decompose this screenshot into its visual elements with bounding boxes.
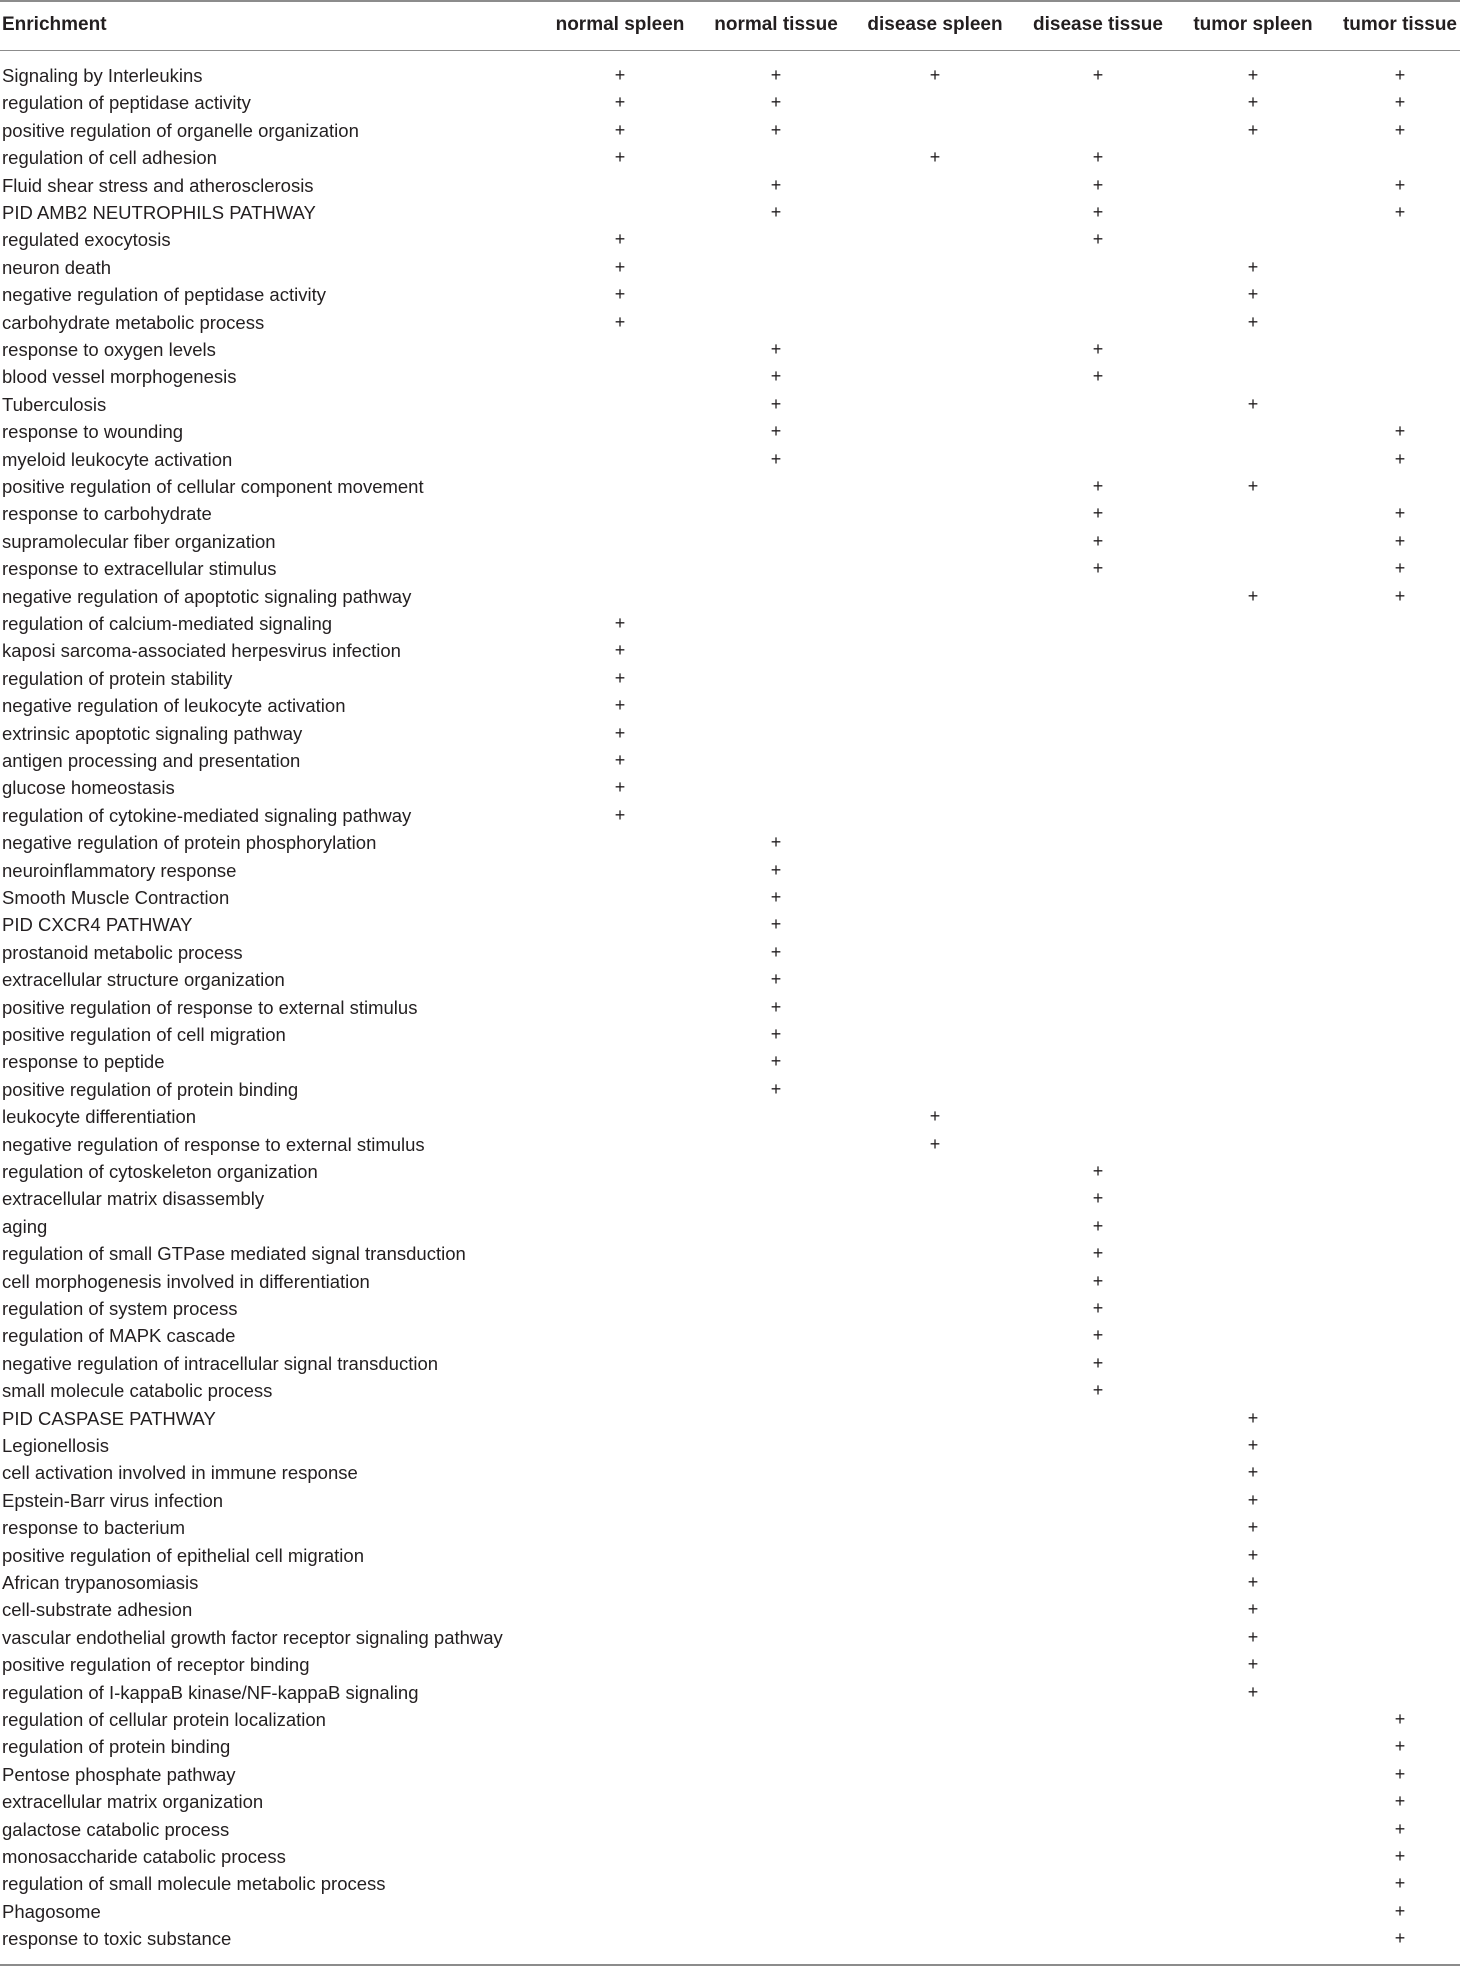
table-row <box>0 309 1460 336</box>
plus-mark: + <box>770 202 782 222</box>
enrichment-term: extrinsic apoptotic signaling pathway <box>2 722 303 744</box>
table-row <box>0 665 1460 692</box>
plus-mark: + <box>1247 1544 1259 1565</box>
plus-mark: + <box>1247 1626 1259 1647</box>
table-row <box>0 1459 1460 1486</box>
plus-mark: + <box>1092 1270 1104 1291</box>
plus-mark: + <box>614 119 626 140</box>
enrichment-term: blood vessel morphogenesis <box>2 366 237 388</box>
table-row <box>0 1651 1460 1678</box>
table-row <box>0 610 1460 637</box>
table-row <box>0 1185 1460 1212</box>
enrichment-term: prostanoid metabolic process <box>2 941 243 963</box>
table-row <box>0 1240 1460 1267</box>
plus-mark: + <box>614 147 626 168</box>
enrichment-term: PID CXCR4 PATHWAY <box>2 914 193 936</box>
table-row <box>0 117 1460 144</box>
table-row <box>0 1514 1460 1541</box>
plus-mark: + <box>1247 1517 1259 1538</box>
plus-mark: + <box>770 941 782 962</box>
plus-mark: + <box>770 339 782 359</box>
enrichment-term: response to wounding <box>2 421 184 443</box>
table-row <box>0 1898 1460 1925</box>
plus-mark: + <box>1092 1161 1104 1181</box>
plus-mark: + <box>770 887 782 907</box>
table-row <box>0 1706 1460 1733</box>
plus-mark: + <box>614 65 626 85</box>
enrichment-term: regulation of cytoskeleton organization <box>2 1161 318 1182</box>
enrichment-term: Legionellosis <box>2 1435 109 1456</box>
enrichment-term: neuroinflammatory response <box>2 859 237 881</box>
enrichment-term: negative regulation of apoptotic signaling pathway <box>2 585 412 607</box>
plus-mark: + <box>1092 503 1104 524</box>
header-rule <box>0 50 1460 51</box>
header-tumor-spleen: tumor spleen <box>1193 14 1313 35</box>
plus-mark: + <box>1394 1763 1406 1784</box>
plus-mark: + <box>614 311 626 332</box>
enrichment-term: positive regulation of protein binding <box>2 1078 299 1100</box>
table-row <box>0 1322 1460 1349</box>
table-row <box>0 281 1460 308</box>
enrichment-term: negative regulation of intracellular signal transduction <box>2 1352 439 1374</box>
plus-mark: + <box>770 1051 782 1072</box>
plus-mark: + <box>1092 202 1104 222</box>
plus-mark: + <box>1247 256 1259 277</box>
table-row <box>0 802 1460 829</box>
plus-mark: + <box>770 859 782 880</box>
plus-mark: + <box>1247 1462 1259 1483</box>
plus-mark: + <box>1092 1298 1104 1318</box>
enrichment-term: response to toxic substance <box>2 1928 232 1950</box>
enrichment-term: cell-substrate adhesion <box>2 1599 193 1621</box>
table-row <box>0 1624 1460 1651</box>
enrichment-term: Phagosome <box>2 1900 101 1922</box>
plus-mark: + <box>770 832 782 853</box>
plus-mark: + <box>770 119 782 140</box>
table-row <box>0 226 1460 253</box>
header-disease-tissue: disease tissue <box>1033 14 1163 35</box>
table-row <box>0 1761 1460 1788</box>
plus-mark: + <box>770 1024 782 1044</box>
table-row <box>0 884 1460 911</box>
enrichment-term: Tuberculosis <box>2 393 107 415</box>
plus-mark: + <box>1092 530 1104 551</box>
enrichment-term: carbohydrate metabolic process <box>2 311 265 333</box>
header-normal-spleen: normal spleen <box>555 14 685 35</box>
table-row <box>0 144 1460 171</box>
plus-mark: + <box>614 695 626 716</box>
enrichment-term: regulation of protein binding <box>2 1736 231 1758</box>
table-row <box>0 1569 1460 1596</box>
enrichment-term: regulation of system process <box>2 1298 238 1319</box>
table-row <box>0 446 1460 473</box>
plus-mark: + <box>614 229 626 250</box>
enrichment-term: PID CASPASE PATHWAY <box>2 1407 216 1429</box>
enrichment-term: Fluid shear stress and atherosclerosis <box>2 174 314 196</box>
plus-mark: + <box>1247 1435 1259 1455</box>
table-row <box>0 1816 1460 1843</box>
table-row <box>0 637 1460 664</box>
table-row <box>0 692 1460 719</box>
enrichment-term: positive regulation of cell migration <box>2 1024 286 1045</box>
plus-mark: + <box>1092 1380 1104 1401</box>
table-row <box>0 1487 1460 1514</box>
enrichment-term: Signaling by Interleukins <box>2 65 203 86</box>
plus-mark: + <box>1394 1873 1406 1894</box>
table-row <box>0 336 1460 363</box>
plus-mark: + <box>1092 174 1104 195</box>
enrichment-term: galactose catabolic process <box>2 1818 230 1840</box>
plus-mark: + <box>1247 585 1259 606</box>
plus-mark: + <box>614 777 626 798</box>
plus-mark: + <box>1394 174 1406 195</box>
table-row <box>0 1103 1460 1130</box>
enrichment-term: extracellular structure organization <box>2 969 285 991</box>
enrichment-term: regulation of small molecule metabolic process <box>2 1873 386 1895</box>
plus-mark: + <box>1247 1489 1259 1510</box>
plus-mark: + <box>770 174 782 195</box>
enrichment-term: response to carbohydrate <box>2 503 212 525</box>
plus-mark: + <box>1394 1900 1406 1921</box>
plus-mark: + <box>1247 92 1259 113</box>
table-row <box>0 528 1460 555</box>
plus-mark: + <box>1394 1818 1406 1839</box>
plus-mark: + <box>929 147 941 168</box>
plus-mark: + <box>1092 147 1104 168</box>
plus-mark: + <box>1092 339 1104 359</box>
enrichment-term: response to peptide <box>2 1051 165 1073</box>
plus-mark: + <box>929 1133 941 1154</box>
table-row <box>0 1158 1460 1185</box>
enrichment-term: negative regulation of leukocyte activation <box>2 695 346 717</box>
plus-mark: + <box>1394 1791 1406 1812</box>
plus-mark: + <box>1092 229 1104 250</box>
plus-mark: + <box>770 969 782 990</box>
plus-mark: + <box>1247 393 1259 414</box>
table-row <box>0 1377 1460 1404</box>
enrichment-term: Smooth Muscle Contraction <box>2 887 230 908</box>
plus-mark: + <box>1092 65 1104 85</box>
table-row <box>0 1131 1460 1158</box>
table-row <box>0 62 1460 89</box>
table-row <box>0 829 1460 856</box>
plus-mark: + <box>1394 119 1406 140</box>
table-row <box>0 1076 1460 1103</box>
plus-mark: + <box>1247 311 1259 332</box>
plus-mark: + <box>1247 65 1259 85</box>
plus-mark: + <box>1394 92 1406 113</box>
enrichment-term: leukocyte differentiation <box>2 1106 197 1128</box>
enrichment-term: negative regulation of protein phosphorylation <box>2 832 377 854</box>
enrichment-term: regulation of cell adhesion <box>2 147 217 169</box>
plus-mark: + <box>929 1106 941 1127</box>
enrichment-term: response to bacterium <box>2 1517 186 1539</box>
plus-mark: + <box>1394 585 1406 606</box>
table-row <box>0 1048 1460 1075</box>
plus-mark: + <box>614 722 626 743</box>
enrichment-term: regulation of I-kappaB kinase/NF-kappaB signaling <box>2 1681 419 1703</box>
enrichment-term: myeloid leukocyte activation <box>2 448 233 470</box>
enrichment-term: extracellular matrix organization <box>2 1791 264 1813</box>
table-row <box>0 89 1460 116</box>
enrichment-term: extracellular matrix disassembly <box>2 1188 265 1210</box>
table-row <box>0 199 1460 226</box>
enrichment-term: kaposi sarcoma-associated herpesvirus infection <box>2 640 401 662</box>
table-row <box>0 939 1460 966</box>
plus-mark: + <box>1092 476 1104 496</box>
enrichment-term: cell activation involved in immune response <box>2 1462 358 1484</box>
table-row <box>0 774 1460 801</box>
plus-mark: + <box>1394 448 1406 469</box>
enrichment-term: supramolecular fiber organization <box>2 530 276 552</box>
table-row <box>0 1021 1460 1048</box>
plus-mark: + <box>1092 1325 1104 1346</box>
enrichment-term: small molecule catabolic process <box>2 1380 273 1402</box>
table-row <box>0 1679 1460 1706</box>
enrichment-term: aging <box>2 1215 48 1237</box>
enrichment-term: positive regulation of epithelial cell migration <box>2 1544 364 1566</box>
enrichment-term: PID AMB2 NEUTROPHILS PATHWAY <box>2 202 316 223</box>
enrichment-term: Epstein-Barr virus infection <box>2 1489 224 1511</box>
plus-mark: + <box>770 421 782 442</box>
plus-mark: + <box>614 613 626 633</box>
enrichment-term: response to extracellular stimulus <box>2 558 277 580</box>
plus-mark: + <box>1394 65 1406 85</box>
enrichment-term: cell morphogenesis involved in differentiation <box>2 1270 370 1292</box>
enrichment-term: regulation of calcium-mediated signaling <box>2 613 333 634</box>
plus-mark: + <box>770 448 782 469</box>
plus-mark: + <box>1394 1709 1406 1729</box>
plus-mark: + <box>1394 1736 1406 1757</box>
table-row <box>0 994 1460 1021</box>
enrichment-term: African trypanosomiasis <box>2 1572 199 1593</box>
table-row <box>0 1213 1460 1240</box>
plus-mark: + <box>1394 558 1406 579</box>
table-row <box>0 1542 1460 1569</box>
table-row <box>0 1268 1460 1295</box>
plus-mark: + <box>770 366 782 387</box>
table-row <box>0 391 1460 418</box>
enrichment-term: glucose homeostasis <box>2 777 175 799</box>
plus-mark: + <box>1394 421 1406 442</box>
table-row <box>0 1432 1460 1459</box>
enrichment-term: positive regulation of organelle organization <box>2 119 359 141</box>
plus-mark: + <box>1247 1654 1259 1675</box>
table-row <box>0 583 1460 610</box>
plus-mark: + <box>1247 284 1259 305</box>
enrichment-term: negative regulation of response to external stimulus <box>2 1133 425 1155</box>
enrichment-term: regulation of protein stability <box>2 667 233 689</box>
plus-mark: + <box>1092 558 1104 579</box>
plus-mark: + <box>770 1078 782 1099</box>
table-row <box>0 1843 1460 1870</box>
enrichment-term: regulation of small GTPase mediated signal transduction <box>2 1243 466 1265</box>
table-row <box>0 1788 1460 1815</box>
plus-mark: + <box>1394 202 1406 222</box>
table-row <box>0 418 1460 445</box>
plus-mark: + <box>770 996 782 1017</box>
enrichment-term: Pentose phosphate pathway <box>2 1763 236 1785</box>
table-row <box>0 1925 1460 1952</box>
enrichment-term: regulation of cytokine-mediated signaling pathway <box>2 804 412 826</box>
plus-mark: + <box>1247 476 1259 496</box>
table-row <box>0 966 1460 993</box>
plus-mark: + <box>614 640 626 661</box>
enrichment-term: response to oxygen levels <box>2 339 216 360</box>
plus-mark: + <box>1247 1599 1259 1620</box>
plus-mark: + <box>1092 1352 1104 1373</box>
enrichment-term: antigen processing and presentation <box>2 750 301 771</box>
enrichment-term: neuron death <box>2 256 112 278</box>
table-row <box>0 1596 1460 1623</box>
table-row <box>0 1870 1460 1897</box>
header-tumor-tissue: tumor tissue <box>1342 14 1458 35</box>
table-row <box>0 473 1460 500</box>
plus-mark: + <box>1394 503 1406 524</box>
plus-mark: + <box>770 914 782 935</box>
table-row <box>0 500 1460 527</box>
table-row <box>0 720 1460 747</box>
table-row <box>0 363 1460 390</box>
enrichment-term: regulation of MAPK cascade <box>2 1325 236 1347</box>
plus-mark: + <box>1394 1928 1406 1949</box>
header-disease-spleen: disease spleen <box>867 14 1003 35</box>
plus-mark: + <box>770 65 782 85</box>
enrichment-term: vascular endothelial growth factor receptor signaling pathway <box>2 1626 503 1648</box>
table-row <box>0 911 1460 938</box>
plus-mark: + <box>1092 1215 1104 1236</box>
header-enrichment: Enrichment <box>2 14 107 35</box>
enrichment-term: positive regulation of cellular component movement <box>2 476 424 497</box>
enrichment-term: monosaccharide catabolic process <box>2 1846 286 1867</box>
plus-mark: + <box>614 284 626 305</box>
header-normal-tissue: normal tissue <box>714 14 838 35</box>
plus-mark: + <box>614 256 626 277</box>
plus-mark: + <box>770 92 782 113</box>
enrichment-term: regulation of cellular protein localization <box>2 1709 326 1730</box>
table-row <box>0 1350 1460 1377</box>
plus-mark: + <box>614 92 626 113</box>
plus-mark: + <box>1394 530 1406 551</box>
plus-mark: + <box>1247 119 1259 140</box>
plus-mark: + <box>614 750 626 770</box>
plus-mark: + <box>614 667 626 688</box>
table-row <box>0 1733 1460 1760</box>
plus-mark: + <box>1247 1681 1259 1702</box>
table-row <box>0 1405 1460 1432</box>
table-row <box>0 172 1460 199</box>
plus-mark: + <box>770 393 782 414</box>
enrichment-term: regulation of peptidase activity <box>2 92 251 114</box>
table-row <box>0 747 1460 774</box>
plus-mark: + <box>614 804 626 825</box>
table-bottom-rule <box>0 1964 1460 1966</box>
plus-mark: + <box>1092 1243 1104 1264</box>
enrichment-term: positive regulation of receptor binding <box>2 1654 310 1676</box>
table-row <box>0 857 1460 884</box>
plus-mark: + <box>929 65 941 85</box>
plus-mark: + <box>1247 1407 1259 1428</box>
plus-mark: + <box>1092 1188 1104 1209</box>
table-row <box>0 1295 1460 1322</box>
plus-mark: + <box>1092 366 1104 387</box>
table-row <box>0 555 1460 582</box>
enrichment-term: regulated exocytosis <box>2 229 171 251</box>
enrichment-term: positive regulation of response to external stimulus <box>2 996 418 1018</box>
plus-mark: + <box>1247 1572 1259 1592</box>
plus-mark: + <box>1394 1846 1406 1866</box>
enrichment-term: negative regulation of peptidase activity <box>2 284 326 306</box>
table-row <box>0 254 1460 281</box>
